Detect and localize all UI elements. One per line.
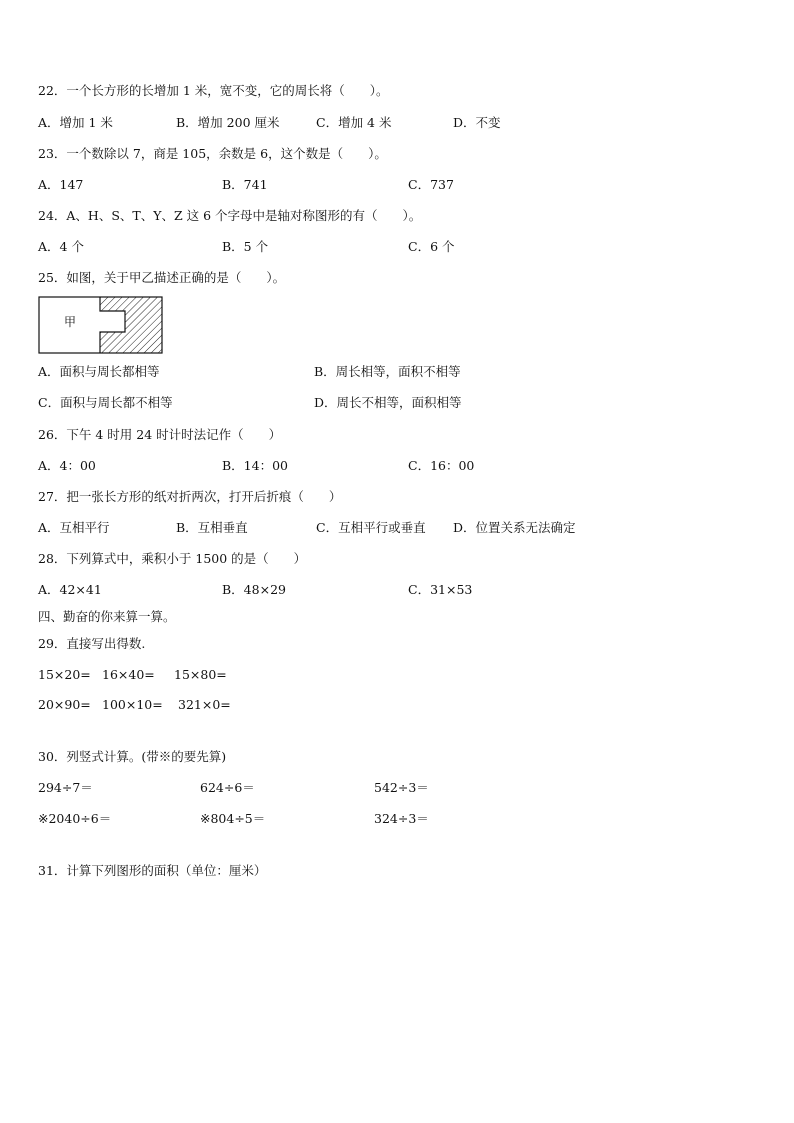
q24-option-a: A．4 个	[38, 239, 84, 254]
q29-item: 100×10=	[102, 697, 163, 712]
q24-option-b: B．5 个	[222, 239, 269, 254]
section-4-title: 四、勤奋的你来算一算。	[38, 609, 176, 624]
q25-option-d: D．周长不相等，面积相等	[314, 395, 462, 410]
q28-option-b: B．48×29	[222, 582, 286, 597]
q30-item: ※804÷5＝	[200, 811, 266, 826]
q29-item: 20×90=	[38, 697, 91, 712]
q27-option-a: A．互相平行	[38, 520, 110, 535]
q26-option-b: B．14：00	[222, 458, 288, 473]
q29-item: 15×20=	[38, 667, 91, 682]
q23-option-a: A．147	[38, 177, 84, 192]
figure-region-yi	[100, 297, 162, 353]
q23-option-b: B．741	[222, 177, 268, 192]
q30-item: 624÷6＝	[200, 780, 255, 795]
q26-option-c: C．16：00	[408, 458, 475, 473]
question-29-stem: 29．直接写出得数.	[38, 636, 146, 651]
q22-option-d: D．不变	[453, 115, 501, 130]
q30-item: 324÷3＝	[374, 811, 429, 826]
q27-option-c: C．互相平行或垂直	[316, 520, 426, 535]
question-27-stem: 27．把一张长方形的纸对折两次，打开后折痕（ ）	[38, 489, 342, 504]
q26-option-a: A．4：00	[38, 458, 96, 473]
q28-option-a: A．42×41	[38, 582, 102, 597]
q28-option-c: C．31×53	[408, 582, 473, 597]
q27-option-b: B．互相垂直	[176, 520, 248, 535]
q23-option-c: C．737	[408, 177, 454, 192]
question-30-stem: 30．列竖式计算。(带※的要先算)	[38, 749, 227, 764]
question-25-stem: 25．如图，关于甲乙描述正确的是（ ）。	[38, 270, 286, 285]
q22-option-a: A．增加 1 米	[38, 115, 113, 130]
q25-figure	[38, 296, 164, 357]
question-31-stem: 31．计算下列图形的面积（单位：厘米）	[38, 863, 267, 878]
q29-item: 321×0=	[178, 697, 231, 712]
question-22-stem: 22．一个长方形的长增加 1 米，宽不变，它的周长将（ ）。	[38, 83, 389, 98]
q29-item: 16×40=	[102, 667, 155, 682]
q24-option-c: C．6 个	[408, 239, 455, 254]
q30-item: ※2040÷6＝	[38, 811, 112, 826]
q22-option-c: C．增加 4 米	[316, 115, 392, 130]
q25-option-c: C．面积与周长都不相等	[38, 395, 173, 410]
q29-item: 15×80=	[174, 667, 227, 682]
q25-option-b: B．周长相等，面积不相等	[314, 364, 461, 379]
question-23-stem: 23．一个数除以 7，商是 105，余数是 6，这个数是（ ）。	[38, 146, 387, 161]
q30-item: 294÷7＝	[38, 780, 93, 795]
question-24-stem: 24．A、H、S、T、Y、Z 这 6 个字母中是轴对称图形的有（ ）。	[38, 208, 422, 223]
figure-label-jia: 甲	[64, 315, 77, 329]
q30-item: 542÷3＝	[374, 780, 429, 795]
q27-option-d: D．位置关系无法确定	[453, 520, 576, 535]
question-26-stem: 26．下午 4 时用 24 时计时法记作（ ）	[38, 427, 282, 442]
q25-option-a: A．面积与周长都相等	[38, 364, 160, 379]
question-28-stem: 28．下列算式中，乘积小于 1500 的是（ ）	[38, 551, 307, 566]
q22-option-b: B．增加 200 厘米	[176, 115, 280, 130]
